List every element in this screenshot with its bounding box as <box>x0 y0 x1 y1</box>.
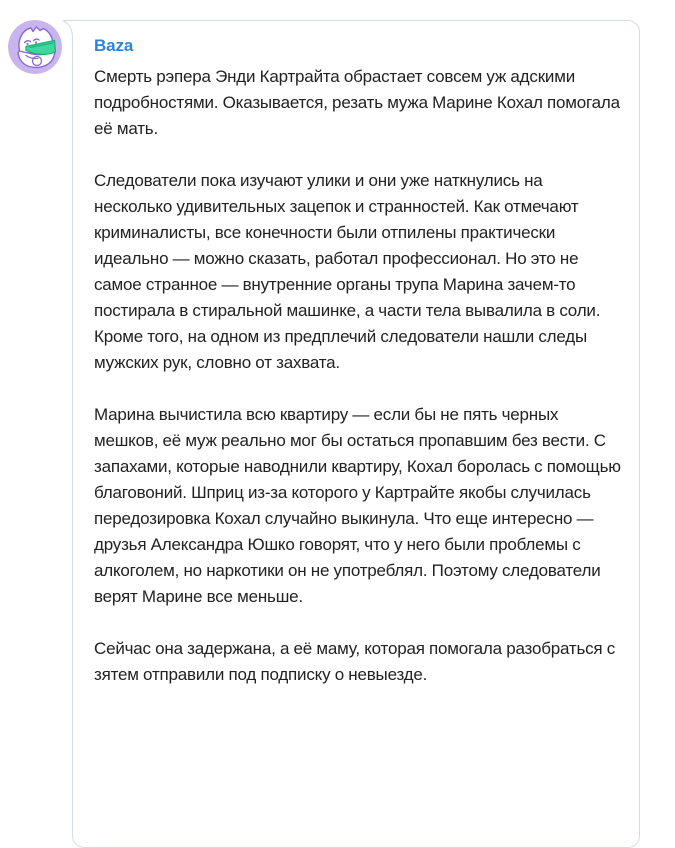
bubble-tail <box>62 20 74 38</box>
message-bubble <box>72 20 640 848</box>
channel-avatar[interactable] <box>8 20 62 74</box>
message-paragraph: Смерть рэпера Энди Картрайта обрастает совсем уж адскими подробностями. Оказывается, резать мужа Марине Кохал помогала её мать. <box>94 67 620 138</box>
channel-name[interactable]: Baza <box>94 36 134 55</box>
message-text <box>94 64 622 688</box>
message-paragraph: Следователи пока изучают улики и они уже наткнулись на несколько удивительных зацепок и странностей. Как отмечают криминалисты, все конечности были отпилены практически идеально — можно сказать, работал профессионал. Но это не самое странное — внутренние органы трупа Марина зачем-то постирала в стиральной машинке, а части тела вывалила в соли. Кроме того, на одном из предплечий следователи нашли следы мужских рук, словно от захвата. <box>94 171 601 372</box>
message-paragraph: Сейчас она задержана, а её маму, которая помогала разобраться с зятем отправили под подписку о невыезде. <box>94 639 616 684</box>
message-paragraph: Марина вычистила всю квартиру — если бы не пять черных мешков, её муж реально мог бы остаться пропавшим без вести. С запахами, которые наводнили квартиру, Кохал боролась с помощью благовоний. Шприц из-за которого у Картрайте якобы случилась передозировка Кохал случайно выкинула. Что еще интересно — друзья Александра Юшко говорят, что у него были проблемы с алкоголем, но наркотики он не употреблял. Поэтому следователи верят Марине все меньше. <box>94 405 621 606</box>
baza-logo-icon <box>8 20 62 74</box>
